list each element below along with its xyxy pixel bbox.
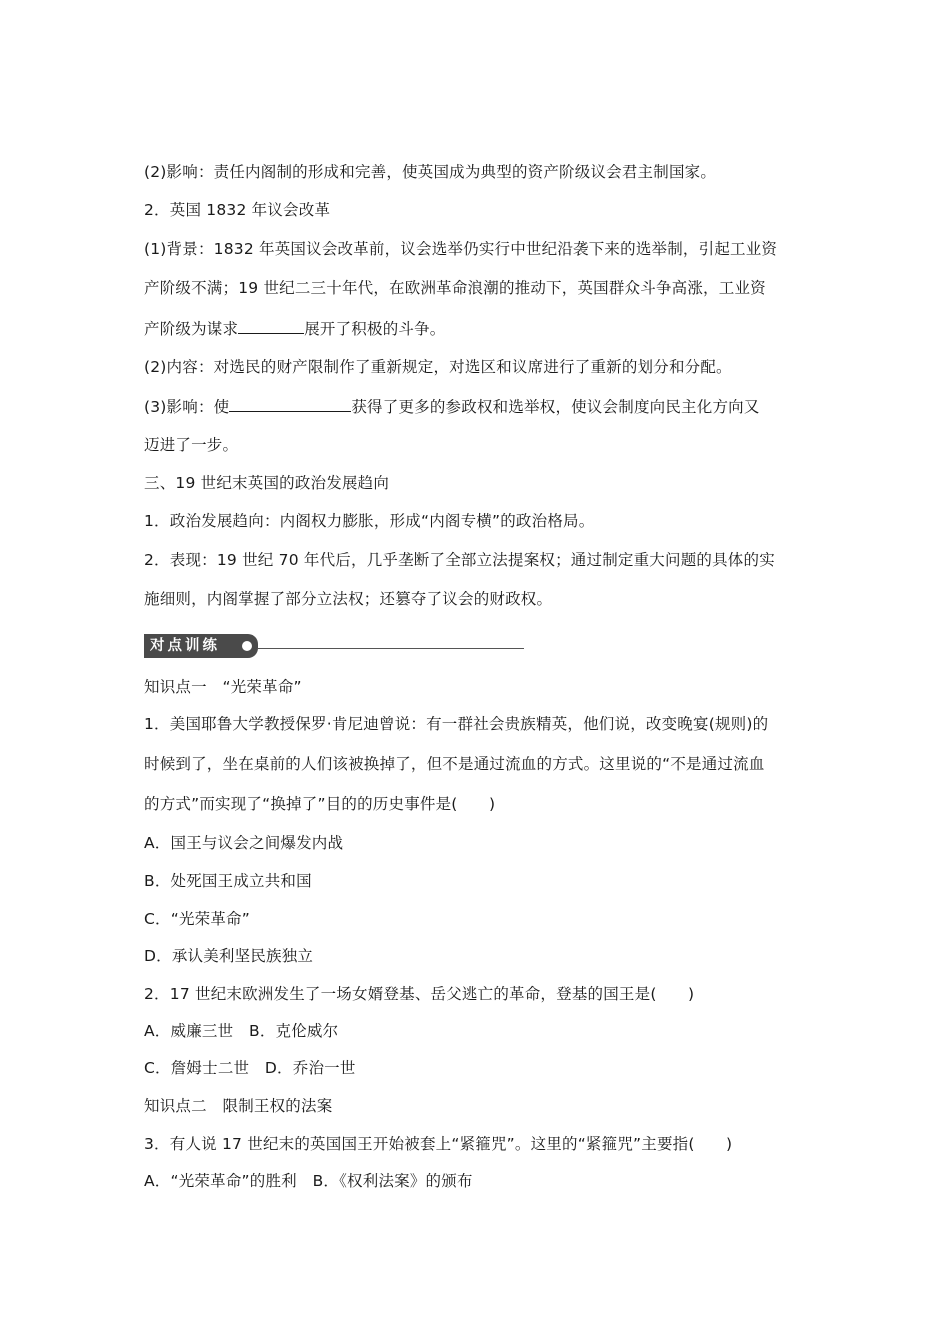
question-3: 3．有人说 17 世纪末的英国国王开始被套上“紧箍咒”。这里的“紧箍咒”主要指( ) bbox=[144, 1135, 733, 1153]
paragraph-impact-reform-2: 迈进了一步。 bbox=[144, 436, 239, 454]
section-label: 对点训练 bbox=[144, 634, 258, 658]
paragraph-impact-cabinet: (2)影响：责任内阁制的形成和完善，使英国成为典型的资产阶级议会君主制国家。 bbox=[144, 163, 717, 181]
section-header-practice bbox=[144, 634, 524, 658]
bullet-dot-icon bbox=[242, 641, 252, 651]
fill-in-blank[interactable] bbox=[238, 317, 304, 334]
section-divider bbox=[258, 648, 524, 649]
question-1-line-3: 的方式”而实现了“换掉了”目的的历史事件是( ) bbox=[144, 795, 496, 813]
paragraph-manifestation-1: 2．表现：19 世纪 70 年代后，几乎垄断了全部立法提案权；通过制定重大问题的具体的实 bbox=[144, 551, 775, 569]
question-2-options-cd: C．詹姆士二世 D．乔治一世 bbox=[144, 1059, 356, 1077]
paragraph-content: (2)内容：对选民的财产限制作了重新规定，对选区和议席进行了重新的划分和分配。 bbox=[144, 358, 732, 376]
question-2: 2．17 世纪末欧洲发生了一场女婿登基、岳父逃亡的革命，登基的国王是( ) bbox=[144, 985, 695, 1003]
paragraph-impact-reform bbox=[144, 395, 824, 418]
fill-in-blank[interactable] bbox=[229, 395, 351, 412]
text-segment: 获得了更多的参政权和选举权，使议会制度向民主化方向又 bbox=[351, 398, 760, 416]
paragraph-background-1: (1)背景：1832 年英国议会改革前，议会选举仍实行中世纪沿袭下来的选举制，引起工业资 bbox=[144, 240, 778, 258]
paragraph-background-2: 产阶级不满；19 世纪二三十年代，在欧洲革命浪潮的推动下，英国群众斗争高涨，工业资 bbox=[144, 279, 766, 297]
question-1-option-c: C．“光荣革命” bbox=[144, 910, 250, 928]
question-1-option-d: D．承认美利坚民族独立 bbox=[144, 947, 314, 965]
text-segment: (3)影响：使 bbox=[144, 398, 230, 416]
question-2-options-ab: A．威廉三世 B．克伦威尔 bbox=[144, 1022, 339, 1040]
question-1-line-2: 时候到了，坐在桌前的人们该被换掉了，但不是通过流血的方式。这里说的“不是通过流血 bbox=[144, 755, 765, 773]
knowledge-point-two: 知识点二 限制王权的法案 bbox=[144, 1097, 333, 1115]
text-segment: 产阶级为谋求 bbox=[144, 320, 239, 338]
paragraph-manifestation-2: 施细则，内阁掌握了部分立法权；还篡夺了议会的财政权。 bbox=[144, 590, 553, 608]
heading-1832-reform: 2．英国 1832 年议会改革 bbox=[144, 201, 331, 219]
knowledge-point-one: 知识点一 “光荣革命” bbox=[144, 678, 302, 696]
question-3-options-ab: A．“光荣革命”的胜利 B．《权利法案》的颁布 bbox=[144, 1172, 473, 1190]
paragraph-background-3 bbox=[144, 317, 824, 340]
text-segment: 展开了积极的斗争。 bbox=[304, 320, 446, 338]
question-1-option-b: B．处死国王成立共和国 bbox=[144, 872, 312, 890]
question-1-option-a: A．国王与议会之间爆发内战 bbox=[144, 834, 344, 852]
question-1-line-1: 1．美国耶鲁大学教授保罗·肯尼迪曾说：有一群社会贵族精英，他们说，改变晚宴(规则)的 bbox=[144, 715, 769, 733]
paragraph-trend: 1．政治发展趋向：内阁权力膨胀，形成“内阁专横”的政治格局。 bbox=[144, 512, 595, 530]
heading-section-three: 三、19 世纪末英国的政治发展趋向 bbox=[144, 474, 390, 492]
